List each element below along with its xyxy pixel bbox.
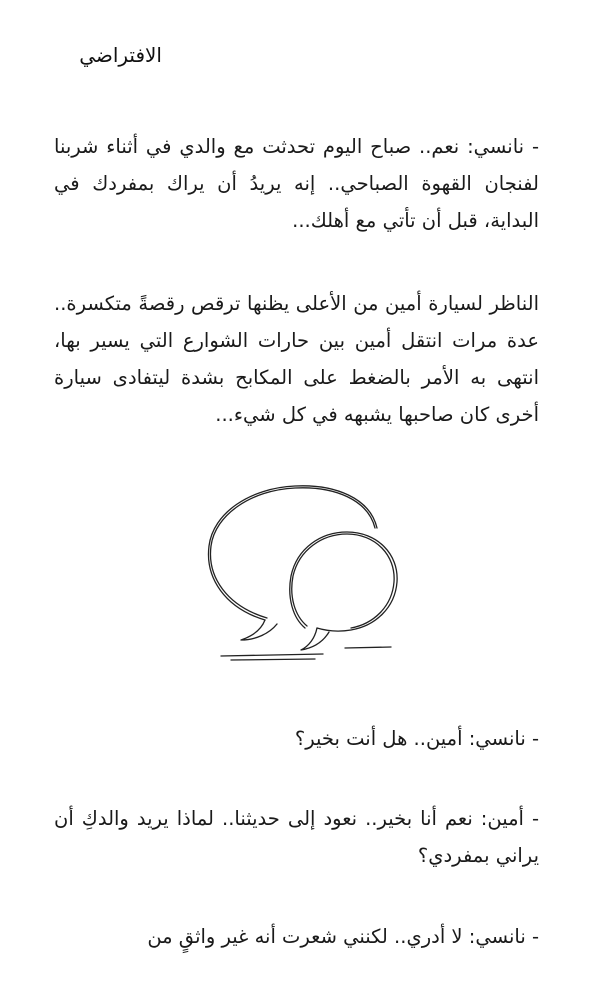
paragraph-2: الناظر لسيارة أمين من الأعلى يظنها ترقص رقصةً متكسرة.. عدة مرات انتقل أمين بين حارات الشوارع التي يسير بها، انتهى به الأمر بالضغط على المكابح بشدة ليتفادى سيارة أخرى كان صاحبها يشبهه في كل شيء... bbox=[54, 292, 539, 426]
chapter-title: الافتراضي bbox=[79, 43, 162, 67]
paragraph-4: - أمين: نعم أنا بخير.. نعود إلى حديثنا.. لماذا يريد والدكِ أن يراني بمفردي؟ bbox=[54, 807, 539, 867]
paragraph-3: - نانسي: أمين.. هل أنت بخير؟ bbox=[294, 727, 539, 750]
paragraph-5: - نانسي: لا أدري.. لكنني شعرت أنه غير واثقٍ من bbox=[147, 925, 539, 948]
speech-bubbles-icon bbox=[195, 478, 405, 663]
paragraph-1: - نانسي: نعم.. صباح اليوم تحدثت مع والدي في أثناء شربنا لفنجان القهوة الصباحي.. إنه يريدُ أن يراك بمفردك في البداية، قبل أن تأتي مع أهلك... bbox=[54, 135, 539, 232]
